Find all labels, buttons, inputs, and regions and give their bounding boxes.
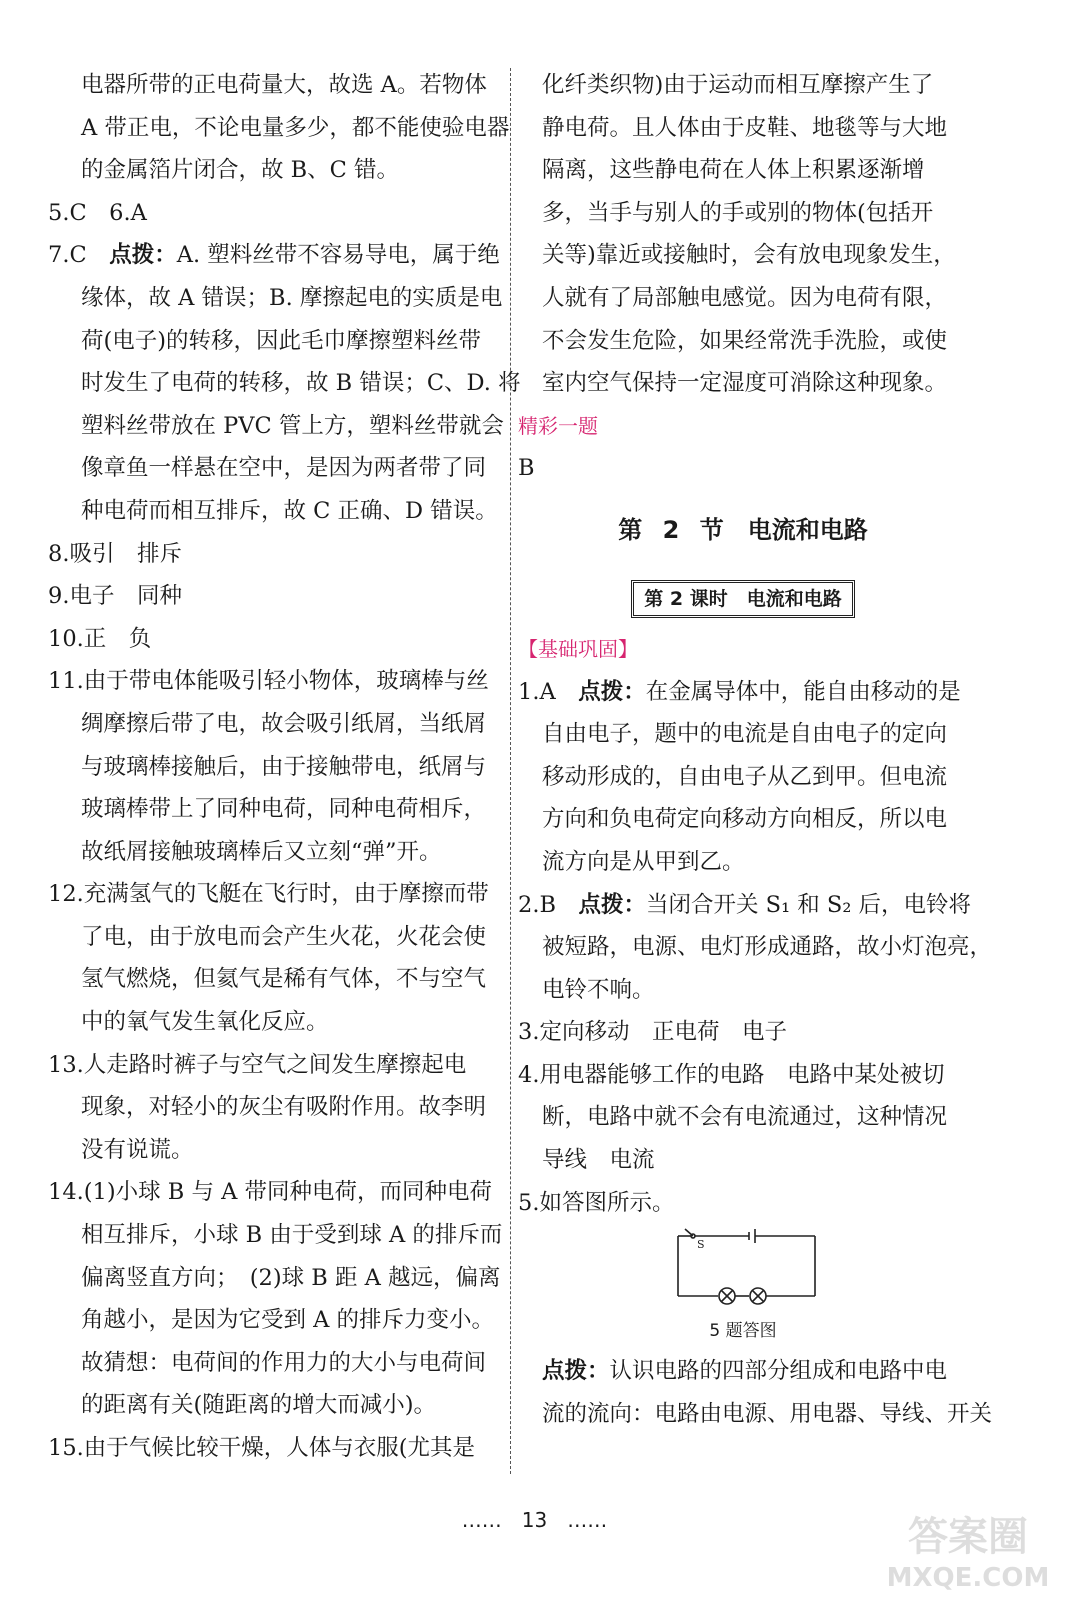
line-text: 化纤类织物)由于运动而相互摩擦产生了 (542, 72, 934, 98)
text-line (48, 405, 504, 448)
text-line (518, 926, 993, 969)
text-line (518, 1011, 968, 1054)
text-line (518, 234, 968, 277)
text-line (518, 1054, 968, 1097)
question-number: 1.A (518, 678, 579, 705)
text-line (518, 362, 968, 405)
line-text: 的金属箔片闭合，故 B、C 错。 (81, 157, 400, 184)
text-line (518, 756, 968, 799)
line-text: 自由电子，题中的电流是自由电子的定向 (542, 721, 948, 748)
line-text: 12.充满氢气的飞艇在飞行时，由于摩擦而带 (48, 881, 489, 908)
line-text: A 带正电，不论电量多少，都不能使验电器 (81, 114, 510, 141)
line-text: 方向和负电荷定向移动方向相反，所以电 (542, 806, 948, 833)
hint-label: 点拨： (542, 1358, 610, 1385)
lesson-title: 第 2 课时 电流和电路 (631, 580, 854, 618)
text-line (48, 192, 500, 235)
text-line (48, 1129, 500, 1172)
text-line (518, 1096, 968, 1139)
line-text: 没有说谎。 (81, 1136, 194, 1163)
line-text: A. 塑料丝带不容易导电，属于绝 (176, 242, 500, 269)
text-line (48, 64, 500, 107)
line-text: 绸摩擦后带了电，故会吸引纸屑，当纸屑 (81, 710, 487, 737)
line-text: 相互排斥，小球 B 由于受到球 A 的排斥而 (81, 1222, 503, 1249)
text-line (48, 1214, 503, 1257)
text-line (48, 788, 500, 831)
text-line (48, 1001, 500, 1044)
line-text: 塑料丝带放在 PVC 管上方，塑料丝带就会 (81, 412, 504, 439)
line-text: 故猜想：电荷间的作用力的大小与电荷间 (81, 1349, 487, 1376)
text-line (48, 746, 500, 789)
basic-heading: 【基础巩固】 (518, 636, 638, 661)
watermark-text-top: 答案圈 (908, 1514, 1028, 1560)
line-text: 3.定向移动 正电荷 电子 (518, 1019, 787, 1046)
text-line (48, 149, 500, 192)
text-line (48, 575, 500, 618)
text-line (48, 490, 500, 533)
line-text: 像章鱼一样悬在空中，是因为两者带了同 (81, 455, 487, 482)
jingcai-heading: 精彩一题 (518, 413, 598, 438)
line-text: 认识电路的四部分组成和电路中电 (609, 1358, 948, 1385)
text-line (48, 660, 500, 703)
line-text: 流方向是从甲到乙。 (542, 848, 745, 875)
figure-caption: 5 题答图 (709, 1321, 777, 1342)
text-line (48, 107, 510, 150)
line-text: 11.由于带电体能吸引轻小物体，玻璃棒与丝 (48, 668, 489, 695)
line-text: 4.用电器能够工作的电路 电路中某处被切 (518, 1061, 945, 1088)
line-text: 8.吸引 排斥 (48, 540, 182, 567)
text-line (518, 884, 972, 927)
text-line (518, 192, 968, 235)
line-text: 移动形成的，自由电子从乙到甲。但电流 (542, 763, 948, 790)
text-line (518, 277, 968, 320)
text-line (518, 320, 968, 363)
line-text: 的距离有关(随距离的增大而减小)。 (81, 1392, 437, 1419)
line-text: 时发生了电荷的转移，故 B 错误；C、D. 将 (81, 370, 521, 397)
line-text: 隔离，这些静电荷在人体上积累逐渐增 (542, 157, 925, 184)
line-text: 导线 电流 (542, 1147, 655, 1174)
line-text: 13.人走路时裤子与空气之间发生摩擦起电 (48, 1051, 467, 1078)
text-line (48, 447, 500, 490)
text-line (48, 277, 503, 320)
line-text: 流的流向：电路由电源、用电器、导线、开关 (542, 1400, 993, 1427)
line-text: 多，当手与别人的手或别的物体(包括开 (542, 199, 934, 226)
line-text: 在金属导体中，能自由移动的是 (645, 678, 961, 705)
text-line (48, 831, 500, 874)
text-line (48, 1257, 500, 1300)
line-text: 室内空气保持一定湿度可消除这种现象。 (542, 370, 948, 397)
hint-label: 点拨： (109, 242, 177, 269)
text-line (48, 1044, 500, 1087)
line-text: 故纸屑接触玻璃棒后又立刻“弹”开。 (81, 838, 442, 865)
text-line (518, 1139, 968, 1182)
line-text: 14.(1)小球 B 与 A 带同种电荷，而同种电荷 (48, 1179, 493, 1206)
line-text: 不会发生危险，如果经常洗手洗脸，或使 (542, 327, 948, 354)
line-text: 偏离竖直方向； (2)球 B 距 A 越远，偏离 (81, 1264, 501, 1291)
line-text: 种电荷而相互排斥，故 C 正确、D 错误。 (81, 497, 498, 524)
hint-label: 点拨： (578, 891, 647, 918)
line-text: 氢气燃烧，但氦气是稀有气体，不与空气 (81, 966, 487, 993)
line-text: 10.正 负 (48, 625, 152, 652)
text-line (48, 1086, 500, 1129)
line-text: 15.由于气候比较干燥，人体与衣服(尤其是 (48, 1435, 476, 1461)
page-number: …… 13 …… (461, 1508, 608, 1532)
line-text: 关等)靠近或接触时，会有放电现象发生， (542, 242, 956, 269)
line-text: 静电荷。且人体由于皮鞋、地毯等与大地 (542, 114, 948, 141)
text-line (518, 64, 968, 107)
text-line (48, 1171, 500, 1214)
text-line (48, 1299, 500, 1342)
line-text: 与玻璃棒接触后，由于接触带电，纸屑与 (81, 753, 487, 780)
section-title: 第 2 节 电流和电路 (618, 515, 868, 544)
line-text: 角越小，是因为它受到 A 的排斥力变小。 (81, 1307, 495, 1334)
text-line (518, 798, 968, 841)
line-text: 人就有了局部触电感觉。因为电荷有限， (542, 284, 948, 311)
answer-5-explanation (518, 1350, 993, 1435)
text-line (48, 234, 500, 277)
text-line (518, 841, 968, 884)
switch-label: S (697, 1238, 705, 1252)
line-text: 9.电子 同种 (48, 583, 182, 610)
question-number: 2.B (518, 891, 579, 918)
hint-label: 点拨： (578, 678, 646, 705)
watermark-text-bottom: MXQE.COM (886, 1563, 1050, 1593)
circuit-figure (518, 1224, 968, 1312)
text-line (518, 671, 968, 714)
answer-15-continued (518, 64, 968, 405)
line-text: 5.如答图所示。 (518, 1189, 675, 1216)
line-text: 玻璃棒带上了同种电荷，同种电荷相斥， (81, 796, 487, 823)
text-line (518, 1393, 993, 1436)
line-text: 电器所带的正电荷量大，故选 A。若物体 (81, 72, 487, 98)
text-line (518, 107, 968, 150)
lesson-title-box (518, 570, 968, 628)
text-line (48, 1342, 500, 1385)
question-number: 7.C (48, 242, 110, 269)
column-divider (510, 68, 511, 1474)
text-line (48, 618, 500, 661)
watermark-logo (873, 1504, 1063, 1596)
text-line (518, 1182, 968, 1225)
text-line (48, 958, 500, 1001)
text-line (48, 1427, 500, 1470)
text-line (48, 362, 521, 405)
circuit-diagram (663, 1228, 823, 1308)
text-line (518, 713, 968, 756)
jingcai-answer: B (518, 455, 535, 482)
text-line (518, 1350, 968, 1393)
text-line (48, 320, 500, 363)
line-text: 缘体，故 A 错误；B. 摩擦起电的实质是电 (81, 284, 503, 311)
line-text: 电铃不响。 (542, 976, 655, 1003)
right-column (518, 64, 993, 1435)
text-line (48, 916, 500, 959)
text-line (518, 149, 968, 192)
text-line (48, 1384, 500, 1427)
basic-answers (518, 671, 993, 1225)
left-column (48, 64, 521, 1470)
line-text: 5.C 6.A (48, 199, 147, 226)
line-text: 现象，对轻小的灰尘有吸附作用。故李明 (81, 1094, 487, 1121)
line-text: 荷(电子)的转移，因此毛巾摩擦塑料丝带 (81, 327, 482, 354)
line-text: 断，电路中就不会有电流通过，这种情况 (542, 1104, 948, 1131)
line-text: 了电，由于放电而会产生火花，火花会使 (81, 923, 487, 950)
line-text: 当闭合开关 S₁ 和 S₂ 后，电铃将 (646, 891, 972, 918)
text-line (48, 533, 500, 576)
text-line (518, 969, 968, 1012)
line-text: 被短路，电源、电灯形成通路，故小灯泡亮， (542, 934, 993, 961)
text-line (48, 703, 500, 746)
line-text: 中的氧气发生氧化反应。 (81, 1009, 329, 1036)
text-line (48, 873, 500, 916)
